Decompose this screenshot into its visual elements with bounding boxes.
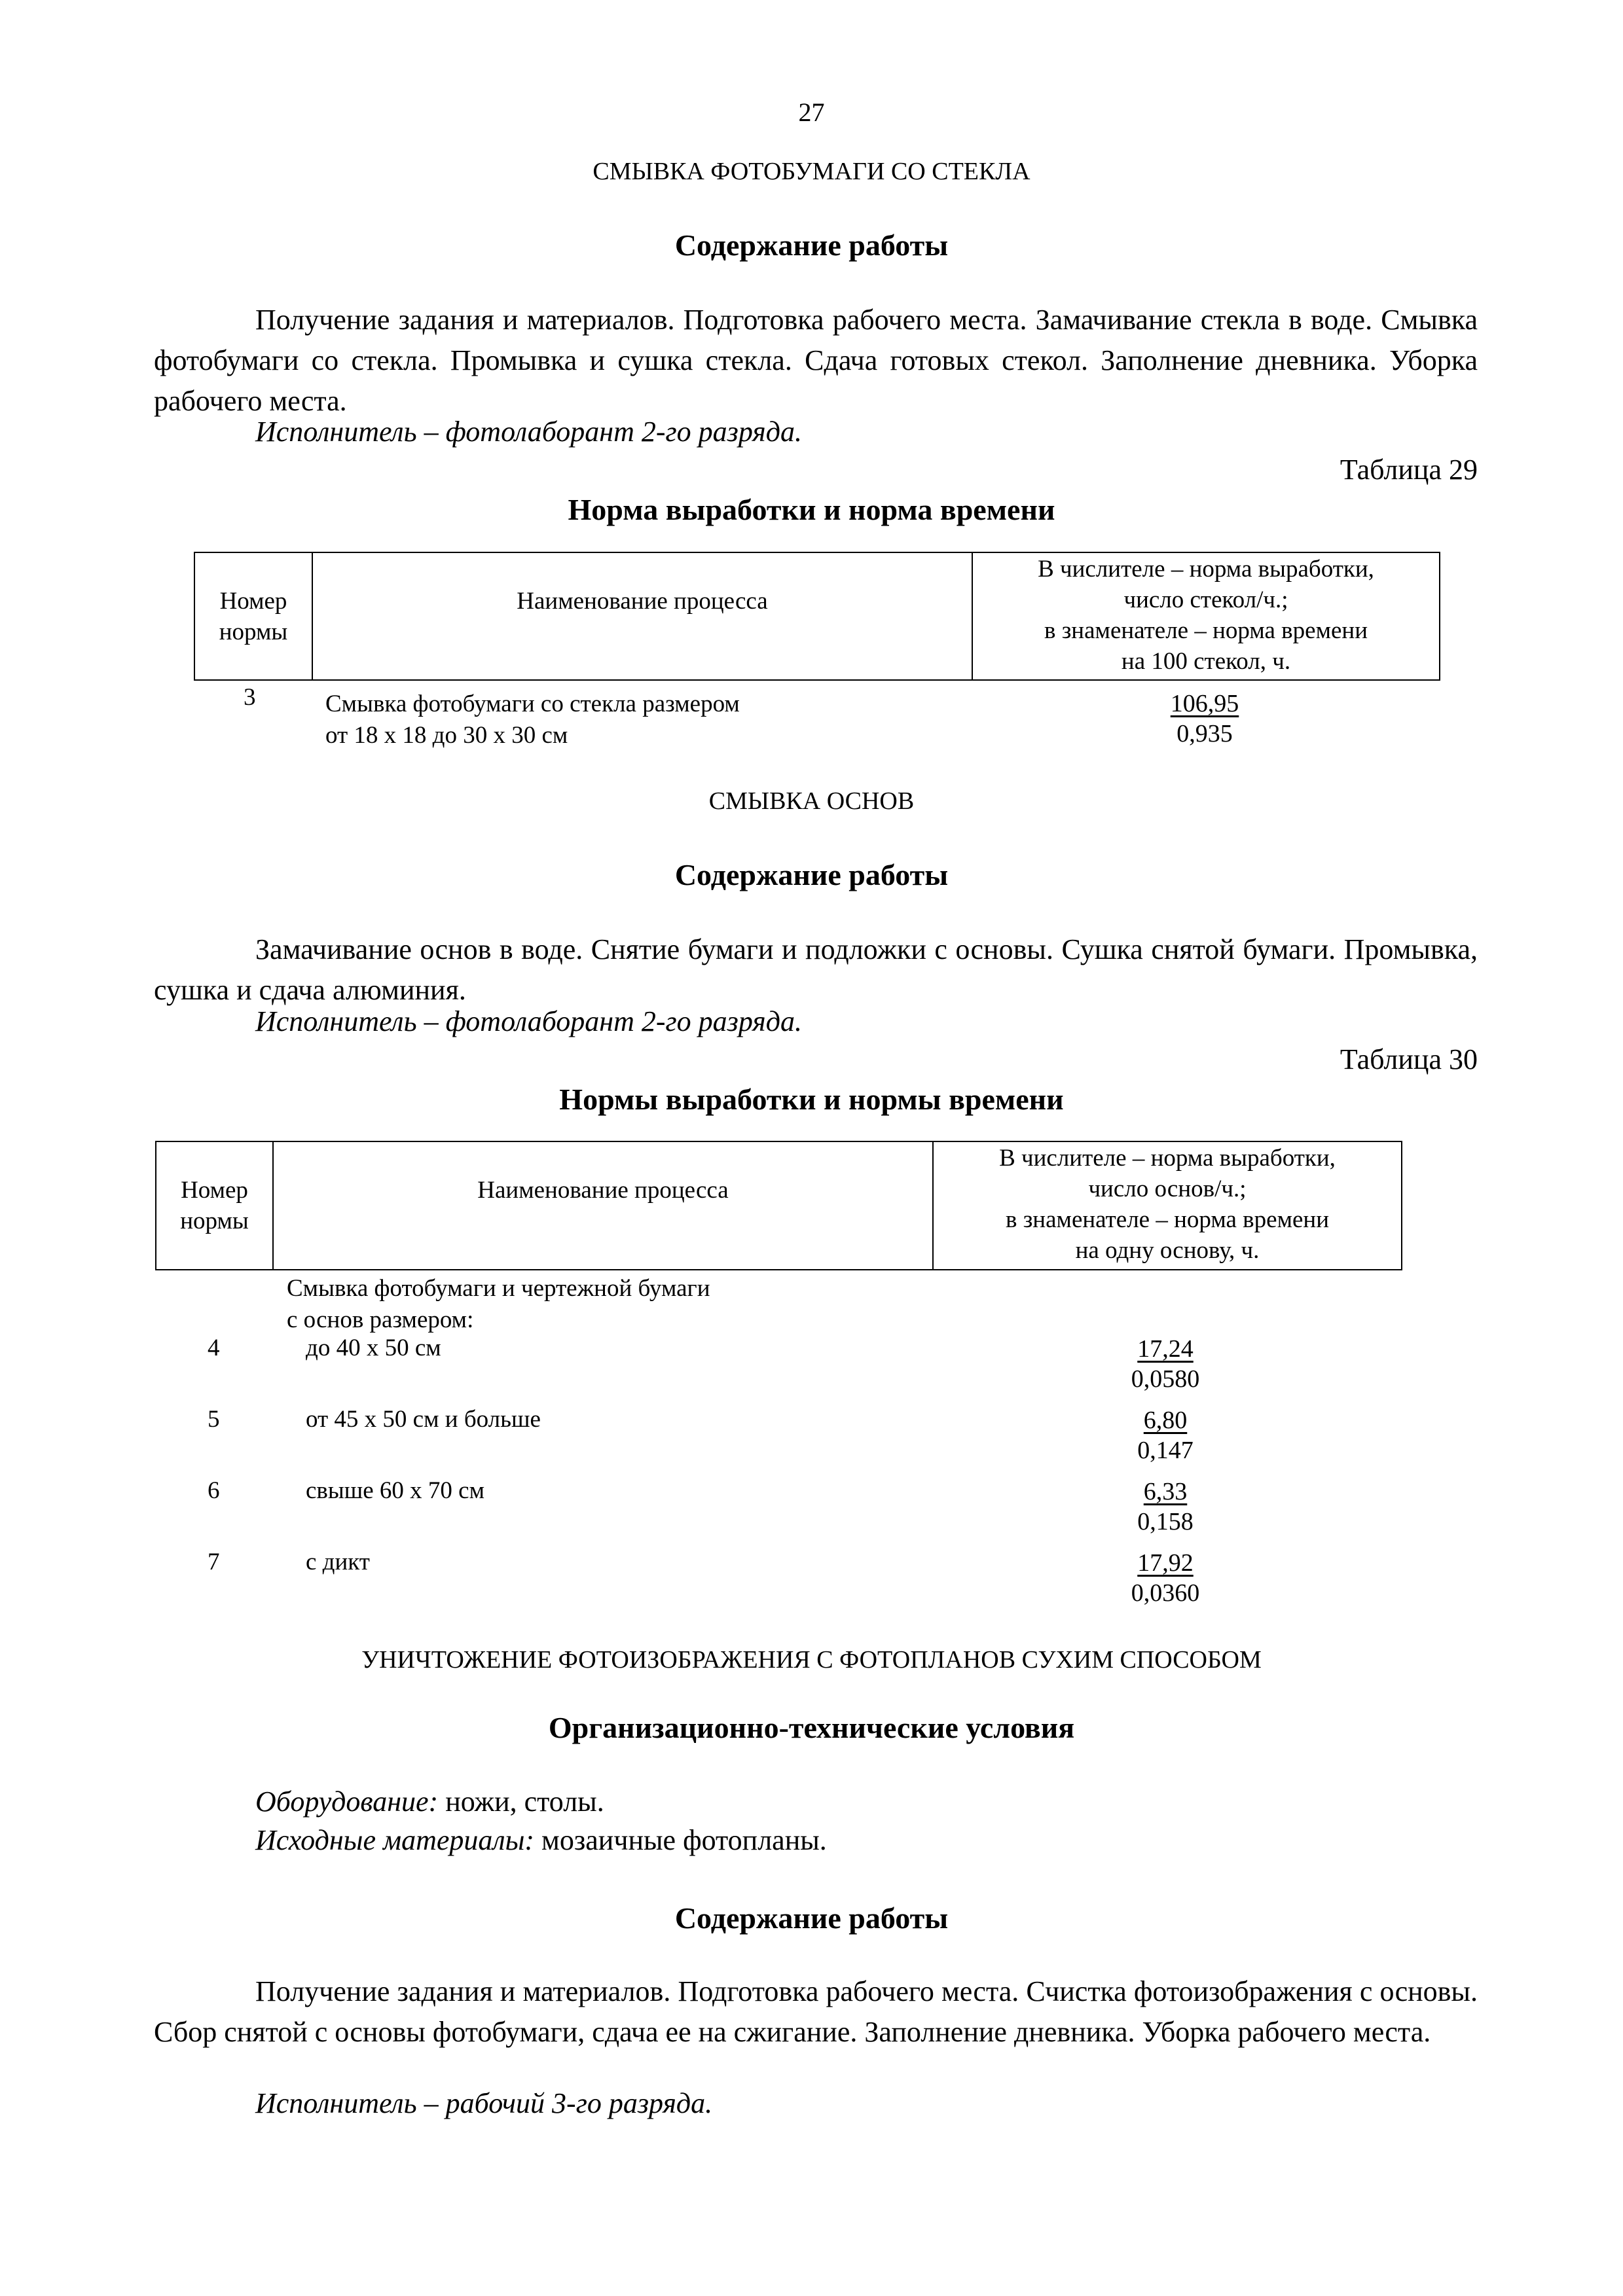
section3-paragraph-text: Получение задания и материалов. Подготовка рабочего места. Счистка фотоизображения с основы. Сбор снятой с основы фотобумаги, сдача ее на сжигание. Заполнение дневника. Уборка рабочего места. <box>154 1975 1478 2048</box>
section1-paragraph-text: Получение задания и материалов. Подготовка рабочего места. Замачивание стекла в воде. Смывка фотобумаги со стекла. Промывка и сушка стекла. Сдача готовых стекол. Заполнение дневника. Уборка рабочего места. <box>154 304 1478 417</box>
table30-row-7-numerator: 17,92 <box>1137 1549 1194 1577</box>
table29-row-name: Смывка фотобумаги со стекла размером от 18 х 18 до 30 х 30 см <box>325 691 740 749</box>
table30-row-6-denominator: 0,158 <box>1137 1508 1194 1535</box>
table30-row-4-numerator: 17,24 <box>1137 1335 1194 1363</box>
table30-row-5-value <box>1034 1405 1296 1465</box>
table30-row-6-number: 6 <box>208 1477 220 1504</box>
table29-col2-header: Наименование процесса <box>517 588 768 615</box>
table30-col3-header: В числителе – норма выработки, число основ/ч.; в знаменателе – норма времени на одну основу, ч. <box>999 1145 1336 1264</box>
section2-paragraph <box>154 929 1478 1011</box>
section1-heading: Содержание работы <box>674 228 949 262</box>
table30-group-label: Смывка фотобумаги и чертежной бумаги с основ размером: <box>287 1275 710 1333</box>
table29-row-value <box>1074 689 1336 749</box>
table30-row-4-number: 4 <box>208 1335 220 1361</box>
table30-col1-header: Номер нормы <box>180 1177 249 1234</box>
table30-row-6-value <box>1034 1477 1296 1537</box>
table30-row-5-denominator: 0,147 <box>1137 1437 1194 1464</box>
table30-col2-header: Наименование процесса <box>477 1177 729 1204</box>
table30-row-7-value <box>1034 1548 1296 1608</box>
table29-row-numerator: 106,95 <box>1170 690 1239 717</box>
table30-row-7-number: 7 <box>208 1549 220 1575</box>
table30-divider-1 <box>272 1141 274 1270</box>
table29-title: Норма выработки и норма времени <box>568 493 1055 526</box>
table30-row-5-name: от 45 х 50 см и больше <box>306 1406 541 1433</box>
section1-title: СМЫВКА ФОТОБУМАГИ СО СТЕКЛА <box>593 158 1030 185</box>
table30-row-6-numerator: 6,33 <box>1143 1478 1188 1505</box>
table30-row-4-value <box>1034 1334 1296 1394</box>
section3-conditions-heading: Организационно-технические условия <box>548 1711 1075 1744</box>
table30-row-5-number: 5 <box>208 1406 220 1433</box>
table30-row-6-name: свыше 60 х 70 см <box>306 1477 485 1504</box>
table29-col3-header: В числителе – норма выработки, число стекол/ч.; в знаменателе – норма времени на 100 стекол, ч. <box>1038 556 1374 675</box>
section3-materials <box>255 1823 827 1857</box>
section2-paragraph-text: Замачивание основ в воде. Снятие бумаги и подложки с основы. Сушка снятой бумаги. Промывка, сушка и сдача алюминия. <box>154 933 1478 1006</box>
table29-label: Таблица 29 <box>1340 454 1478 486</box>
table30-row-7-denominator: 0,0360 <box>1131 1579 1200 1607</box>
section2-title: СМЫВКА ОСНОВ <box>708 787 915 815</box>
table30-row-7-name: с дикт <box>306 1549 370 1575</box>
section3-executor: Исполнитель – рабочий 3-го разряда. <box>255 2087 713 2119</box>
materials-value: мозаичные фотопланы. <box>534 1824 827 1856</box>
section1-executor: Исполнитель – фотолаборант 2-го разряда. <box>255 416 802 448</box>
materials-label: Исходные материалы: <box>255 1824 535 1856</box>
section2-heading: Содержание работы <box>674 858 949 891</box>
section3-heading: Содержание работы <box>674 1901 949 1935</box>
table30-row-4-name: до 40 х 50 см <box>306 1335 441 1361</box>
section2-executor: Исполнитель – фотолаборант 2-го разряда. <box>255 1005 802 1037</box>
table29-row-number: 3 <box>244 684 256 711</box>
table30-label: Таблица 30 <box>1340 1043 1478 1075</box>
section3-equipment <box>255 1785 604 1818</box>
table30-row-4-denominator: 0,0580 <box>1131 1365 1200 1393</box>
page-number: 27 <box>798 98 825 127</box>
section3-paragraph <box>154 1971 1478 2053</box>
table30-row-5-numerator: 6,80 <box>1143 1407 1188 1434</box>
table29-row-denominator: 0,935 <box>1176 720 1233 747</box>
table29-col1-header: Номер нормы <box>219 588 288 645</box>
equipment-label: Оборудование: <box>255 1785 439 1818</box>
section1-paragraph <box>154 300 1478 422</box>
section3-title: УНИЧТОЖЕНИЕ ФОТОИЗОБРАЖЕНИЯ С ФОТОПЛАНОВ СУХИМ СПОСОБОМ <box>361 1646 1262 1674</box>
equipment-value: ножи, столы. <box>438 1785 604 1818</box>
table30-title: Нормы выработки и нормы времени <box>559 1083 1064 1116</box>
